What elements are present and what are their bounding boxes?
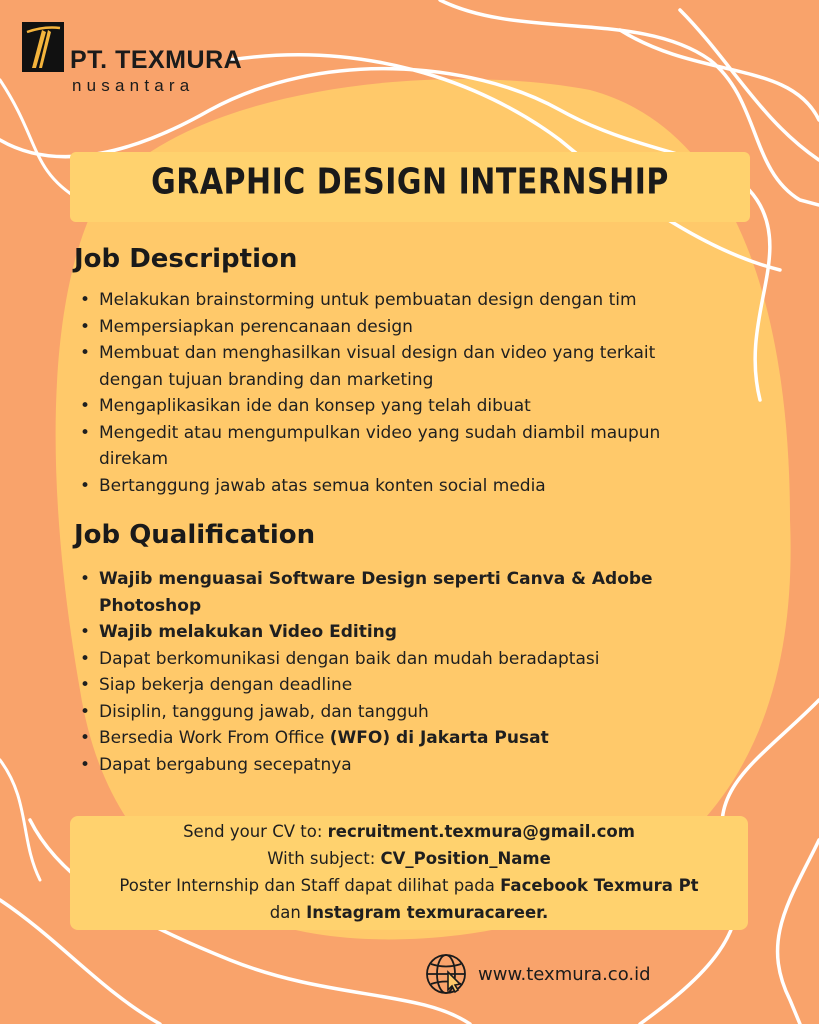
website-link[interactable]: www.texmura.co.id — [478, 964, 651, 985]
poster-title: GRAPHIC DESIGN INTERNSHIP — [151, 161, 669, 204]
list-item: • Melakukan brainstorming untuk pembuatan design dengan tim — [78, 287, 758, 314]
poster-line — [70, 876, 748, 895]
company-name: PT. TEXMURA — [70, 46, 243, 74]
contact-box — [70, 816, 748, 930]
list-item: • Disiplin, tanggung jawab, dan tangguh — [78, 699, 758, 726]
job-qualification-list — [78, 566, 758, 778]
job-qualification-heading: Job Qualification — [74, 520, 316, 550]
list-item: • Mengaplikasikan ide dan konsep yang telah dibuat — [78, 393, 758, 420]
qualification-text: Wajib menguasai Software Design seperti Canva & Adobe Photoshop — [99, 569, 653, 616]
job-description-list — [78, 287, 758, 499]
list-item — [78, 725, 758, 752]
job-description-heading: Job Description — [74, 244, 298, 274]
qualification-location: (WFO) di Jakarta Pusat — [329, 728, 549, 748]
decor-line — [620, 30, 819, 120]
cv-line — [70, 822, 748, 841]
instagram-line — [70, 903, 748, 922]
list-item: • Bertanggung jawab atas semua konten social media — [78, 473, 758, 500]
subject-label: With subject: — [267, 849, 381, 868]
cv-label: Send your CV to: — [183, 822, 328, 841]
qualification-text: Wajib melakukan Video Editing — [99, 622, 397, 642]
qualification-text: Bersedia Work From Office — [99, 728, 330, 748]
poster-text: Poster Internship dan Staff dapat dilihat pada — [119, 876, 501, 895]
globe-cursor-icon — [424, 952, 468, 996]
email-link[interactable]: recruitment.texmura@gmail.com — [327, 822, 635, 841]
list-item: • Dapat bergabung secepatnya — [78, 752, 758, 779]
decor-line — [680, 10, 819, 160]
list-item: • Mengedit atau mengumpulkan video yang sudah diambil maupun direkam — [78, 420, 714, 473]
pen-nib-icon — [22, 22, 64, 72]
title-banner — [70, 152, 750, 222]
facebook-link[interactable]: Facebook Texmura Pt — [500, 876, 699, 895]
instagram-link[interactable]: Instagram texmuracareer. — [306, 903, 549, 922]
list-item: • Siap bekerja dengan deadline — [78, 672, 758, 699]
list-item — [78, 566, 659, 619]
decor-line — [0, 80, 80, 200]
decor-line — [0, 760, 40, 880]
list-item: • Membuat dan menghasilkan visual design dan video yang terkait dengan tujuan branding dan marketing — [78, 340, 699, 393]
decor-line — [778, 840, 819, 1024]
company-tagline: nusantara — [72, 76, 195, 95]
list-item: • Dapat berkomunikasi dengan baik dan mudah beradaptasi — [78, 646, 758, 673]
list-item: • Mempersiapkan perencanaan design — [78, 314, 758, 341]
and-text: dan — [269, 903, 307, 922]
subject-value: CV_Position_Name — [380, 849, 551, 868]
list-item — [78, 619, 758, 646]
subject-line — [70, 849, 748, 868]
